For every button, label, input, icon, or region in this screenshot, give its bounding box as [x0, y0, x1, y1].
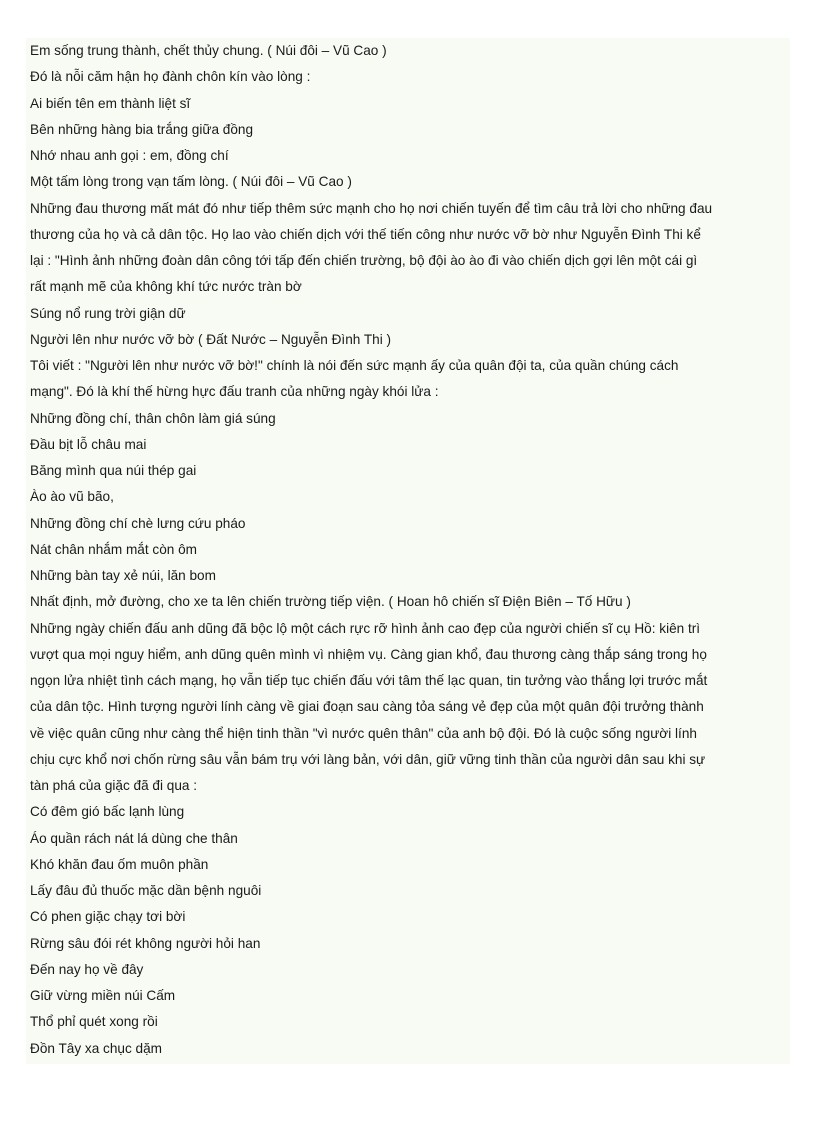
text-line: Áo quần rách nát lá dùng che thân: [30, 830, 238, 846]
text-line: lại : "Hình ảnh những đoàn dân công tới tấp đến chiến trường, bộ đội ào ào đi vào chiến dịch gợi lên một cái gì: [30, 253, 698, 268]
text-line: tàn phá của giặc đã đi qua :: [30, 778, 198, 793]
text-line: Những ngày chiến đấu anh dũng đã bộc lộ một cách rực rỡ hình ảnh cao đẹp của người chiến sĩ cụ Hồ: kiên trì: [30, 620, 701, 636]
text-line: Ai biến tên em thành liệt sĩ: [30, 95, 191, 111]
text-line: của dân tộc. Hình tượng người lính càng về giai đoạn sau càng tỏa sáng vẻ đẹp của một quân đội trưởng thành: [30, 699, 704, 715]
text-line: Những đau thương mất mát đó như tiếp thêm sức mạnh cho họ nơi chiến tuyến để tìm câu trả lời cho những đau: [30, 200, 713, 216]
text-line: vượt qua mọi nguy hiểm, anh dũng quên mình vì nhiệm vụ. Càng gian khổ, đau thương càng thắp sáng trong họ: [30, 646, 707, 662]
text-line: Tôi viết : "Người lên như nước vỡ bờ!" chính là nói đến sức mạnh ấy của quân đội ta, của quần chúng cách: [30, 358, 679, 373]
text-line: ngọn lửa nhiệt tình cách mạng, họ vẫn tiếp tục chiến đấu với tâm thế lạc quan, tin tưởng vào thắng lợi trước mắt: [30, 673, 708, 688]
text-line: mạng". Đó là khí thế hừng hực đấu tranh của những ngày khói lửa :: [30, 384, 439, 400]
text-line: Nát chân nhắm mắt còn ôm: [30, 541, 197, 557]
text-line: Lấy đâu đủ thuốc mặc dần bệnh nguôi: [30, 883, 262, 898]
document-page: [26, 38, 790, 1064]
text-line: Súng nổ rung trời giận dữ: [30, 305, 186, 321]
text-line: về việc quân cũng như càng thể hiện tinh thần "vì nước quên thân" của anh bộ đội. Đó là cuộc sống người lính: [30, 725, 697, 741]
text-line: Những bàn tay xẻ núi, lăn bom: [30, 568, 216, 583]
text-line: Những đồng chí, thân chôn làm giá súng: [30, 410, 276, 426]
text-line: Đồn Tây xa chục dặm: [30, 1040, 162, 1056]
text-line: Nhất định, mở đường, cho xe ta lên chiến trường tiếp viện. ( Hoan hô chiến sĩ Điện Biên – Tố Hữu ): [30, 594, 631, 610]
text-line: Người lên như nước vỡ bờ ( Đất Nước – Nguyễn Đình Thi ): [30, 331, 392, 347]
text-line: chịu cực khổ nơi chốn rừng sâu vẫn bám trụ với làng bản, với dân, giữ vững tinh thần của người dân sau khi sự: [30, 751, 706, 767]
text-line: Ào ào vũ bão,: [30, 489, 114, 505]
text-line: rất mạnh mẽ của không khí tức nước tràn bờ: [30, 279, 302, 295]
text-line: Những đồng chí chè lưng cứu pháo: [30, 515, 246, 531]
text-line: Đầu bịt lỗ châu mai: [30, 436, 147, 452]
text-line: Rừng sâu đói rét không người hỏi han: [30, 935, 261, 951]
text-line: Có đêm gió bấc lạnh lùng: [30, 804, 185, 820]
text-line: thương của họ và cả dân tộc. Họ lao vào chiến dịch với thế tiến công như nước vỡ bờ như Nguyễn Đình Thi kể: [30, 226, 701, 242]
text-line: Em sống trung thành, chết thủy chung. ( Núi đôi – Vũ Cao ): [30, 43, 387, 58]
text-line: Có phen giặc chạy tơi bời: [30, 909, 186, 925]
text-line: Thổ phỉ quét xong rồi: [30, 1014, 158, 1030]
text-line: Giữ vừng miền núi Cấm: [30, 988, 176, 1003]
text-line: Đến nay họ về đây: [30, 961, 144, 977]
text-line: Khó khăn đau ốm muôn phần: [30, 856, 209, 872]
text-line: Băng mình qua núi thép gai: [30, 463, 197, 478]
text-line: Một tấm lòng trong vạn tấm lòng. ( Núi đôi – Vũ Cao ): [30, 174, 352, 190]
text-line: Đó là nỗi căm hận họ đành chôn kín vào lòng :: [30, 69, 311, 85]
text-line: Nhớ nhau anh gọi : em, đồng chí: [30, 148, 229, 163]
text-line: Bên những hàng bia trắng giữa đồng: [30, 121, 254, 137]
